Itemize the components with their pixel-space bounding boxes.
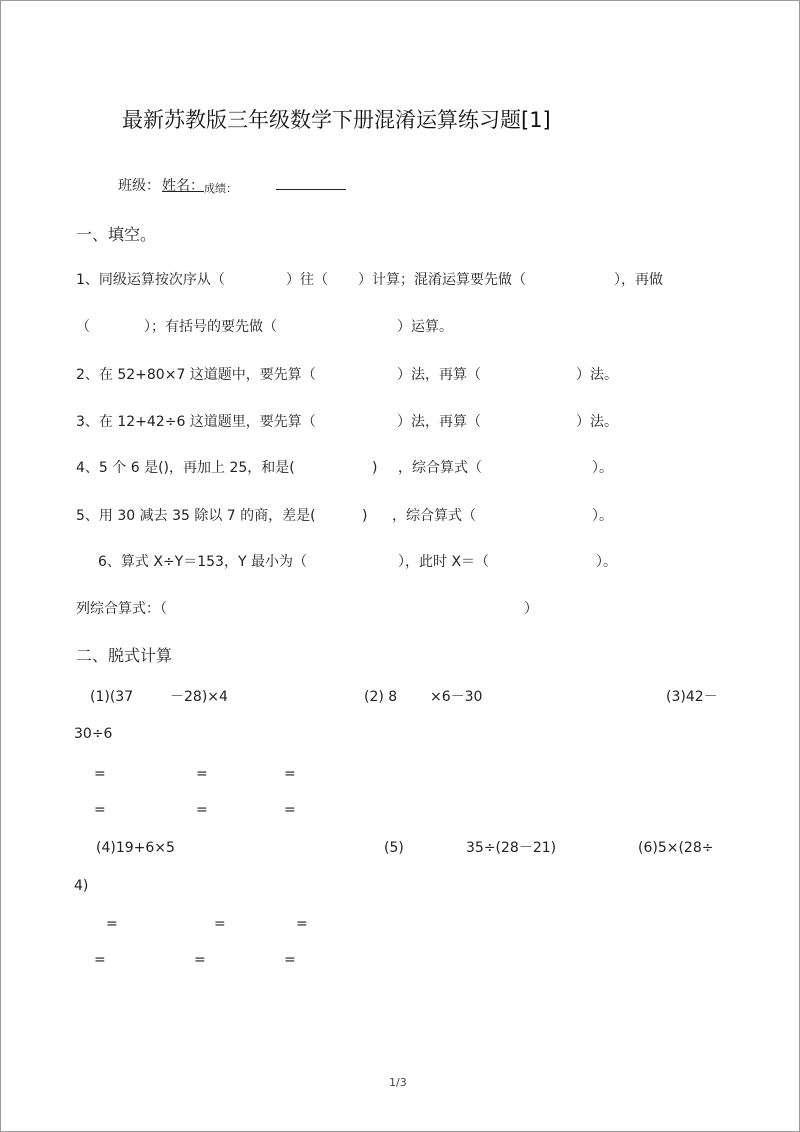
problem3-start: (3)42－ [666, 689, 718, 705]
formula-close: ） [524, 601, 538, 617]
q3-part-b: ）法，再算（ [397, 414, 481, 430]
formula-label: 列综合算式：（ [76, 601, 167, 617]
q5-part-a: 5、用 30 减去 35 除以 7 的商，差是( [76, 508, 316, 524]
problem3-end: 30÷6 [74, 726, 113, 742]
name-label: 姓名： [162, 178, 204, 194]
problem6-start: (6)5×(28÷ [638, 840, 714, 856]
q2-part-c: ）法。 [576, 367, 618, 383]
page-title: 最新苏教版三年级数学下册混淆运算练习题[1] [122, 108, 551, 132]
equals-sign: = [284, 766, 296, 782]
q1-part-e: （ [76, 319, 90, 335]
section2-heading: 二、脱式计算 [76, 646, 173, 665]
q4-part-a: 4、5 个 6 是()，再加上 25，和是( [76, 460, 295, 476]
q6-part-b: ），此时 X＝（ [398, 554, 490, 570]
q1-part-c: ）计算；混淆运算要先做（ [358, 272, 526, 288]
equals-sign: = [284, 802, 296, 818]
q5-part-d: ）。 [592, 508, 613, 524]
q4-part-c: ，综合算式（ [398, 460, 482, 476]
equals-sign: = [196, 802, 208, 818]
problem1-start: (1)(37 [90, 689, 134, 705]
equals-sign: = [94, 952, 106, 968]
q4-part-b: ) [372, 460, 378, 476]
equals-sign: = [214, 916, 226, 932]
q6-part-a: 6、算式 X÷Y＝153，Y 最小为（ [98, 554, 307, 570]
problem4: (4)19+6×5 [96, 840, 175, 856]
class-label: 班级： [118, 178, 160, 194]
q5-part-c: ，综合算式（ [392, 508, 476, 524]
problem1-end: －28)×4 [170, 689, 228, 705]
page-number: 1/3 [389, 1076, 407, 1089]
q5-part-b: ) [362, 508, 368, 524]
equals-sign: = [296, 916, 308, 932]
q6-part-c: ）。 [596, 554, 617, 570]
q4-part-d: ）。 [592, 460, 613, 476]
q3-part-c: ）法。 [576, 414, 618, 430]
q2-part-b: ）法，再算（ [397, 367, 481, 383]
q2-part-a: 2、在 52+80×7 这道题中，要先算（ [76, 367, 316, 383]
equals-sign: = [194, 952, 206, 968]
problem5-expression: 35÷(28－21) [466, 840, 557, 856]
equals-sign: = [196, 766, 208, 782]
section1-heading: 一、填空。 [76, 225, 157, 244]
equals-sign: = [284, 952, 296, 968]
q1-part-g: ）运算。 [397, 319, 453, 335]
q1-part-f: ）；有括号的要先做（ [144, 319, 277, 335]
equals-sign: = [94, 766, 106, 782]
equals-sign: = [106, 916, 118, 932]
equals-sign: = [94, 802, 106, 818]
q1-part-b: ）往（ [286, 272, 328, 288]
problem2-end: ×6－30 [430, 689, 483, 705]
q1-part-d: ），再做 [614, 272, 663, 288]
problem6-end: 4) [74, 878, 89, 894]
q3-part-a: 3、在 12+42÷6 这道题里，要先算（ [76, 414, 316, 430]
score-label: 成绩： [204, 182, 237, 195]
problem2-start: (2) 8 [364, 689, 398, 705]
score-blank-line [276, 189, 346, 190]
problem5-label: (5) [384, 840, 404, 856]
q1-part-a: 1、同级运算按次序从（ [76, 272, 225, 288]
